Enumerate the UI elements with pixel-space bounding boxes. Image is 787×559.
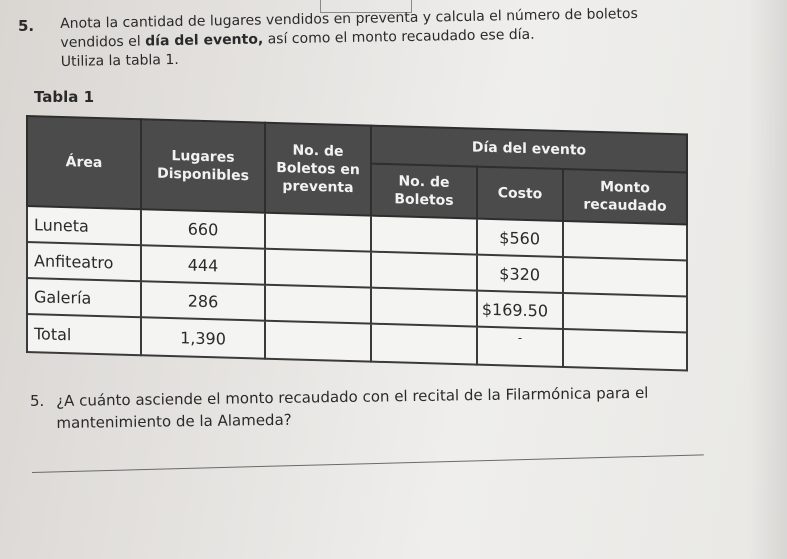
question-number-2: 5.: [30, 392, 45, 410]
cell-boletos[interactable]: [371, 252, 477, 291]
data-table: [26, 115, 688, 371]
question-text: Anota la cantidad de lugares vendidos en preventa y calcula el número de boletos vendidos el día del evento, así como el monto recaudado ese día. Utiliza la tabla 1.: [60, 5, 638, 70]
cell-lugares: 444: [141, 245, 265, 284]
cell-monto[interactable]: [563, 329, 687, 370]
table-title: Tabla 1: [34, 88, 95, 106]
cell-preventa[interactable]: [265, 285, 371, 324]
header-preventa: No. de Boletos en preventa: [265, 123, 371, 216]
cell-preventa[interactable]: [265, 321, 371, 362]
question-number: 5.: [18, 17, 35, 35]
page-edge-shadow: [747, 0, 787, 559]
header-area: Área: [27, 116, 141, 209]
question-text-2: ¿A cuánto asciende el monto recaudado con el recital de la Filarmónica para el mantenimiento de la Alameda?: [56, 383, 649, 432]
cell-preventa[interactable]: [265, 213, 371, 252]
cell-monto[interactable]: [563, 293, 687, 332]
cell-area: Total: [27, 314, 141, 355]
cell-costo: $169.50: [477, 291, 563, 329]
cell-boletos[interactable]: [371, 324, 477, 365]
cell-lugares: 286: [141, 281, 265, 320]
answer-line[interactable]: [32, 454, 704, 473]
header-costo: Costo: [477, 167, 563, 221]
cell-area: Luneta: [27, 206, 141, 245]
header-lugares: Lugares Disponibles: [141, 119, 265, 212]
cell-costo: -: [477, 327, 563, 367]
cell-lugares: 660: [141, 209, 265, 248]
cell-monto[interactable]: [563, 221, 687, 260]
cell-area: Anfiteatro: [27, 242, 141, 281]
cell-monto[interactable]: [563, 257, 687, 296]
cell-boletos[interactable]: [371, 216, 477, 255]
cell-preventa[interactable]: [265, 249, 371, 288]
cell-boletos[interactable]: [371, 288, 477, 327]
header-monto: Monto recaudado: [563, 169, 687, 224]
cell-costo: $320: [477, 255, 563, 293]
cell-lugares: 1,390: [141, 317, 265, 358]
cell-area: Galería: [27, 278, 141, 317]
header-no-boletos: No. de Boletos: [371, 164, 477, 219]
header-dia-evento: Día del evento: [371, 126, 687, 173]
cell-costo: $560: [477, 219, 563, 257]
